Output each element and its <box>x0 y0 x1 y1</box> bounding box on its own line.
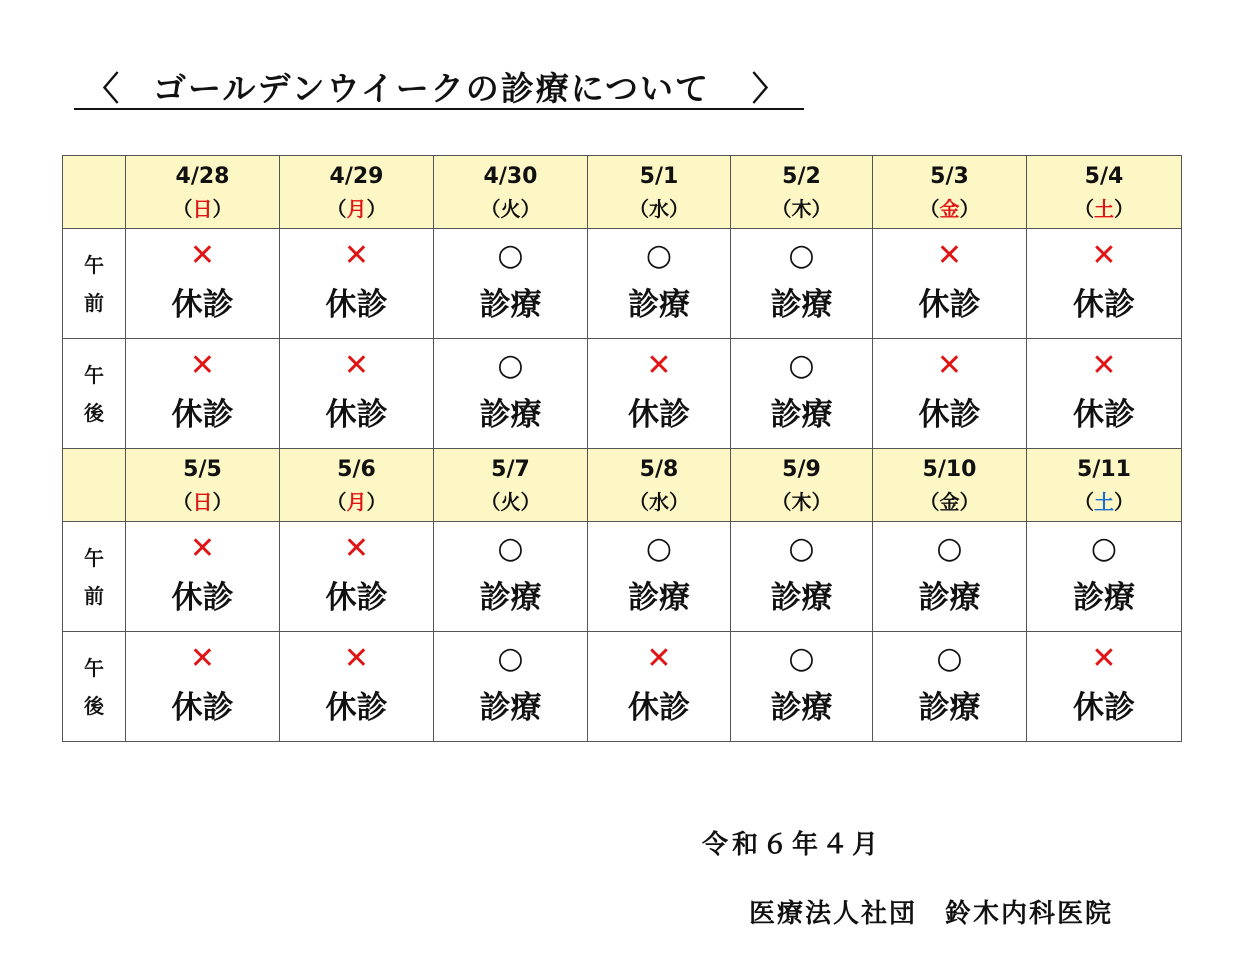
date-label: 5/3 <box>930 164 969 189</box>
weekday-open-paren: （ <box>919 197 940 221</box>
date-cell <box>126 156 280 229</box>
issue-date: 令和６年４月 <box>702 830 883 860</box>
weekday-close-paren: ） <box>959 197 980 221</box>
status-text: 休診 <box>918 286 981 323</box>
weekday-close-paren: ） <box>520 197 541 221</box>
pm-label-char: 後 <box>84 400 104 425</box>
date-cell <box>731 449 873 522</box>
weekday-close-paren: ） <box>1114 490 1134 514</box>
weekday-label <box>126 489 279 515</box>
status-text: 休診 <box>325 396 388 433</box>
cross-mark-icon: ✕ <box>1091 237 1117 273</box>
schedule-cell <box>280 229 434 339</box>
weekday-close-paren: ） <box>212 490 233 514</box>
date-cell <box>434 156 588 229</box>
schedule-cell <box>1027 522 1182 632</box>
weekday-char: 水 <box>649 197 669 221</box>
schedule-cell <box>588 522 731 632</box>
weekday-char: 火 <box>500 490 521 514</box>
weekday-char: 土 <box>1094 197 1114 221</box>
weekday-char: 火 <box>500 197 521 221</box>
status-text: 診療 <box>770 396 833 433</box>
schedule-cell <box>588 229 731 339</box>
circle-mark-icon: ○ <box>497 530 524 566</box>
weekday-open-paren: （ <box>1074 490 1094 514</box>
weekday-open-paren: （ <box>480 197 501 221</box>
date-label: 5/7 <box>491 457 530 482</box>
am-label-char: 午 <box>84 545 104 570</box>
weekday-close-paren: ） <box>366 197 387 221</box>
date-cell <box>588 449 731 522</box>
status-text: 休診 <box>1073 396 1135 433</box>
date-cell <box>588 156 731 229</box>
status-text: 診療 <box>770 689 833 726</box>
status-text: 休診 <box>171 396 234 433</box>
weekday-label <box>588 196 730 222</box>
cross-mark-icon: ✕ <box>936 237 963 273</box>
weekday-label <box>434 196 587 222</box>
schedule-cell <box>434 339 588 449</box>
status-text: 休診 <box>171 689 234 726</box>
weekday-close-paren: ） <box>366 490 387 514</box>
date-header-row <box>63 449 1182 522</box>
weekday-char: 日 <box>192 490 213 514</box>
status-text: 診療 <box>628 579 690 616</box>
date-label: 5/6 <box>337 457 376 482</box>
weekday-label <box>126 196 279 222</box>
cross-mark-icon: ✕ <box>1091 347 1117 383</box>
date-cell <box>873 449 1027 522</box>
date-cell <box>280 449 434 522</box>
weekday-open-paren: （ <box>480 490 501 514</box>
date-cell <box>126 449 280 522</box>
schedule-cell <box>731 229 873 339</box>
cross-mark-icon: ✕ <box>1091 640 1117 676</box>
weekday-char: 月 <box>346 490 367 514</box>
weekday-char: 日 <box>192 197 213 221</box>
date-label: 5/9 <box>782 457 821 482</box>
schedule-cell <box>126 229 280 339</box>
weekday-close-paren: ） <box>669 197 689 221</box>
status-text: 休診 <box>628 689 690 726</box>
weekday-label <box>731 196 872 222</box>
title-close-bracket: 〉 <box>752 68 788 108</box>
weekday-close-paren: ） <box>520 490 541 514</box>
schedule-cell <box>126 632 280 742</box>
date-label: 4/29 <box>329 164 384 189</box>
cross-mark-icon: ✕ <box>189 640 216 676</box>
status-text: 休診 <box>918 396 981 433</box>
weekday-open-paren: （ <box>1074 197 1094 221</box>
schedule-cell <box>1027 632 1182 742</box>
schedule-cell <box>126 522 280 632</box>
schedule-cell <box>434 632 588 742</box>
circle-mark-icon: ○ <box>1090 530 1118 566</box>
weekday-open-paren: （ <box>771 490 792 514</box>
weekday-open-paren: （ <box>172 490 193 514</box>
schedule-cell <box>1027 229 1182 339</box>
circle-mark-icon: ○ <box>936 530 963 566</box>
weekday-label <box>1027 489 1181 515</box>
weekday-label <box>731 489 872 515</box>
pm-label-cell <box>63 339 126 449</box>
circle-mark-icon: ○ <box>788 640 815 676</box>
title-open-bracket: 〈 <box>86 68 121 108</box>
clinic-name: 医療法人社団 鈴木内科医院 <box>749 899 1114 929</box>
am-row <box>63 522 1182 632</box>
weekday-char: 金 <box>939 490 960 514</box>
date-cell <box>434 449 588 522</box>
schedule-cell <box>873 339 1027 449</box>
date-header-row <box>63 156 1182 229</box>
schedule-table <box>62 155 1182 742</box>
cross-mark-icon: ✕ <box>343 530 370 566</box>
cross-mark-icon: ✕ <box>189 530 216 566</box>
circle-mark-icon: ○ <box>936 640 963 676</box>
corner-cell <box>63 449 126 522</box>
date-label: 5/11 <box>1077 457 1131 482</box>
weekday-char: 金 <box>939 197 960 221</box>
schedule-cell <box>434 229 588 339</box>
circle-mark-icon: ○ <box>788 530 815 566</box>
status-text: 診療 <box>479 286 542 323</box>
status-text: 診療 <box>770 286 833 323</box>
weekday-label <box>280 196 433 222</box>
status-text: 休診 <box>171 579 234 616</box>
cross-mark-icon: ✕ <box>646 347 672 383</box>
status-text: 休診 <box>1073 689 1135 726</box>
date-label: 5/4 <box>1084 164 1124 189</box>
weekday-char: 木 <box>791 197 812 221</box>
am-label-char: 午 <box>84 252 104 277</box>
weekday-close-paren: ） <box>1114 197 1134 221</box>
pm-label-char: 午 <box>84 655 104 680</box>
status-text: 診療 <box>918 689 981 726</box>
cross-mark-icon: ✕ <box>646 640 672 676</box>
am-row <box>63 229 1182 339</box>
circle-mark-icon: ○ <box>788 347 815 383</box>
circle-mark-icon: ○ <box>497 640 524 676</box>
status-text: 診療 <box>770 579 833 616</box>
weekday-close-paren: ） <box>811 197 832 221</box>
weekday-open-paren: （ <box>629 490 649 514</box>
am-label-char: 前 <box>84 290 104 315</box>
weekday-open-paren: （ <box>326 197 347 221</box>
schedule-cell <box>588 632 731 742</box>
corner-cell <box>63 156 126 229</box>
status-text: 診療 <box>479 396 542 433</box>
schedule-cell <box>280 339 434 449</box>
weekday-close-paren: ） <box>212 197 233 221</box>
status-text: 休診 <box>171 286 234 323</box>
cross-mark-icon: ✕ <box>343 640 370 676</box>
date-label: 5/5 <box>183 457 222 482</box>
weekday-char: 月 <box>346 197 367 221</box>
pm-label-cell <box>63 632 126 742</box>
title-text: ゴールデンウイークの診療について <box>153 68 711 108</box>
date-cell <box>731 156 873 229</box>
weekday-open-paren: （ <box>771 197 792 221</box>
cross-mark-icon: ✕ <box>189 347 216 383</box>
am-label-cell <box>63 229 126 339</box>
weekday-label <box>873 489 1026 515</box>
pm-label-char: 後 <box>84 693 104 718</box>
weekday-label <box>588 489 730 515</box>
status-text: 休診 <box>1073 286 1135 323</box>
date-cell <box>280 156 434 229</box>
weekday-open-paren: （ <box>326 490 347 514</box>
pm-row <box>63 339 1182 449</box>
weekday-close-paren: ） <box>811 490 832 514</box>
status-text: 診療 <box>1073 579 1135 616</box>
am-label-cell <box>63 522 126 632</box>
cross-mark-icon: ✕ <box>936 347 963 383</box>
schedule-cell <box>588 339 731 449</box>
circle-mark-icon: ○ <box>497 347 524 383</box>
status-text: 休診 <box>325 286 388 323</box>
date-label: 5/2 <box>782 164 821 189</box>
weekday-char: 土 <box>1094 490 1114 514</box>
schedule-cell <box>873 229 1027 339</box>
circle-mark-icon: ○ <box>645 530 673 566</box>
weekday-close-paren: ） <box>669 490 689 514</box>
weekday-label <box>1027 196 1181 222</box>
cross-mark-icon: ✕ <box>189 237 216 273</box>
cross-mark-icon: ✕ <box>343 347 370 383</box>
weekday-label <box>434 489 587 515</box>
weekday-open-paren: （ <box>172 197 193 221</box>
schedule-cell <box>731 339 873 449</box>
circle-mark-icon: ○ <box>497 237 524 273</box>
date-label: 5/8 <box>639 457 679 482</box>
schedule-cell <box>280 522 434 632</box>
status-text: 診療 <box>628 286 690 323</box>
weekday-char: 木 <box>791 490 812 514</box>
weekday-open-paren: （ <box>629 197 649 221</box>
date-cell <box>1027 449 1182 522</box>
schedule-cell <box>731 632 873 742</box>
date-cell <box>1027 156 1182 229</box>
schedule-cell <box>434 522 588 632</box>
am-label-char: 前 <box>84 583 104 608</box>
weekday-label <box>873 196 1026 222</box>
weekday-close-paren: ） <box>959 490 980 514</box>
notice-title <box>74 64 804 110</box>
status-text: 診療 <box>479 689 542 726</box>
schedule-cell <box>126 339 280 449</box>
date-label: 4/30 <box>483 164 538 189</box>
schedule-cell <box>280 632 434 742</box>
weekday-open-paren: （ <box>919 490 940 514</box>
date-label: 5/10 <box>922 457 977 482</box>
status-text: 休診 <box>628 396 690 433</box>
weekday-label <box>280 489 433 515</box>
status-text: 診療 <box>479 579 542 616</box>
status-text: 休診 <box>325 689 388 726</box>
status-text: 診療 <box>918 579 981 616</box>
date-cell <box>873 156 1027 229</box>
cross-mark-icon: ✕ <box>343 237 370 273</box>
schedule-cell <box>873 522 1027 632</box>
circle-mark-icon: ○ <box>788 237 815 273</box>
schedule-cell <box>1027 339 1182 449</box>
pm-row <box>63 632 1182 742</box>
circle-mark-icon: ○ <box>645 237 673 273</box>
pm-label-char: 午 <box>84 362 104 387</box>
date-label: 5/1 <box>639 164 679 189</box>
schedule-cell <box>731 522 873 632</box>
status-text: 休診 <box>325 579 388 616</box>
weekday-char: 水 <box>649 490 669 514</box>
date-label: 4/28 <box>175 164 230 189</box>
schedule-cell <box>873 632 1027 742</box>
